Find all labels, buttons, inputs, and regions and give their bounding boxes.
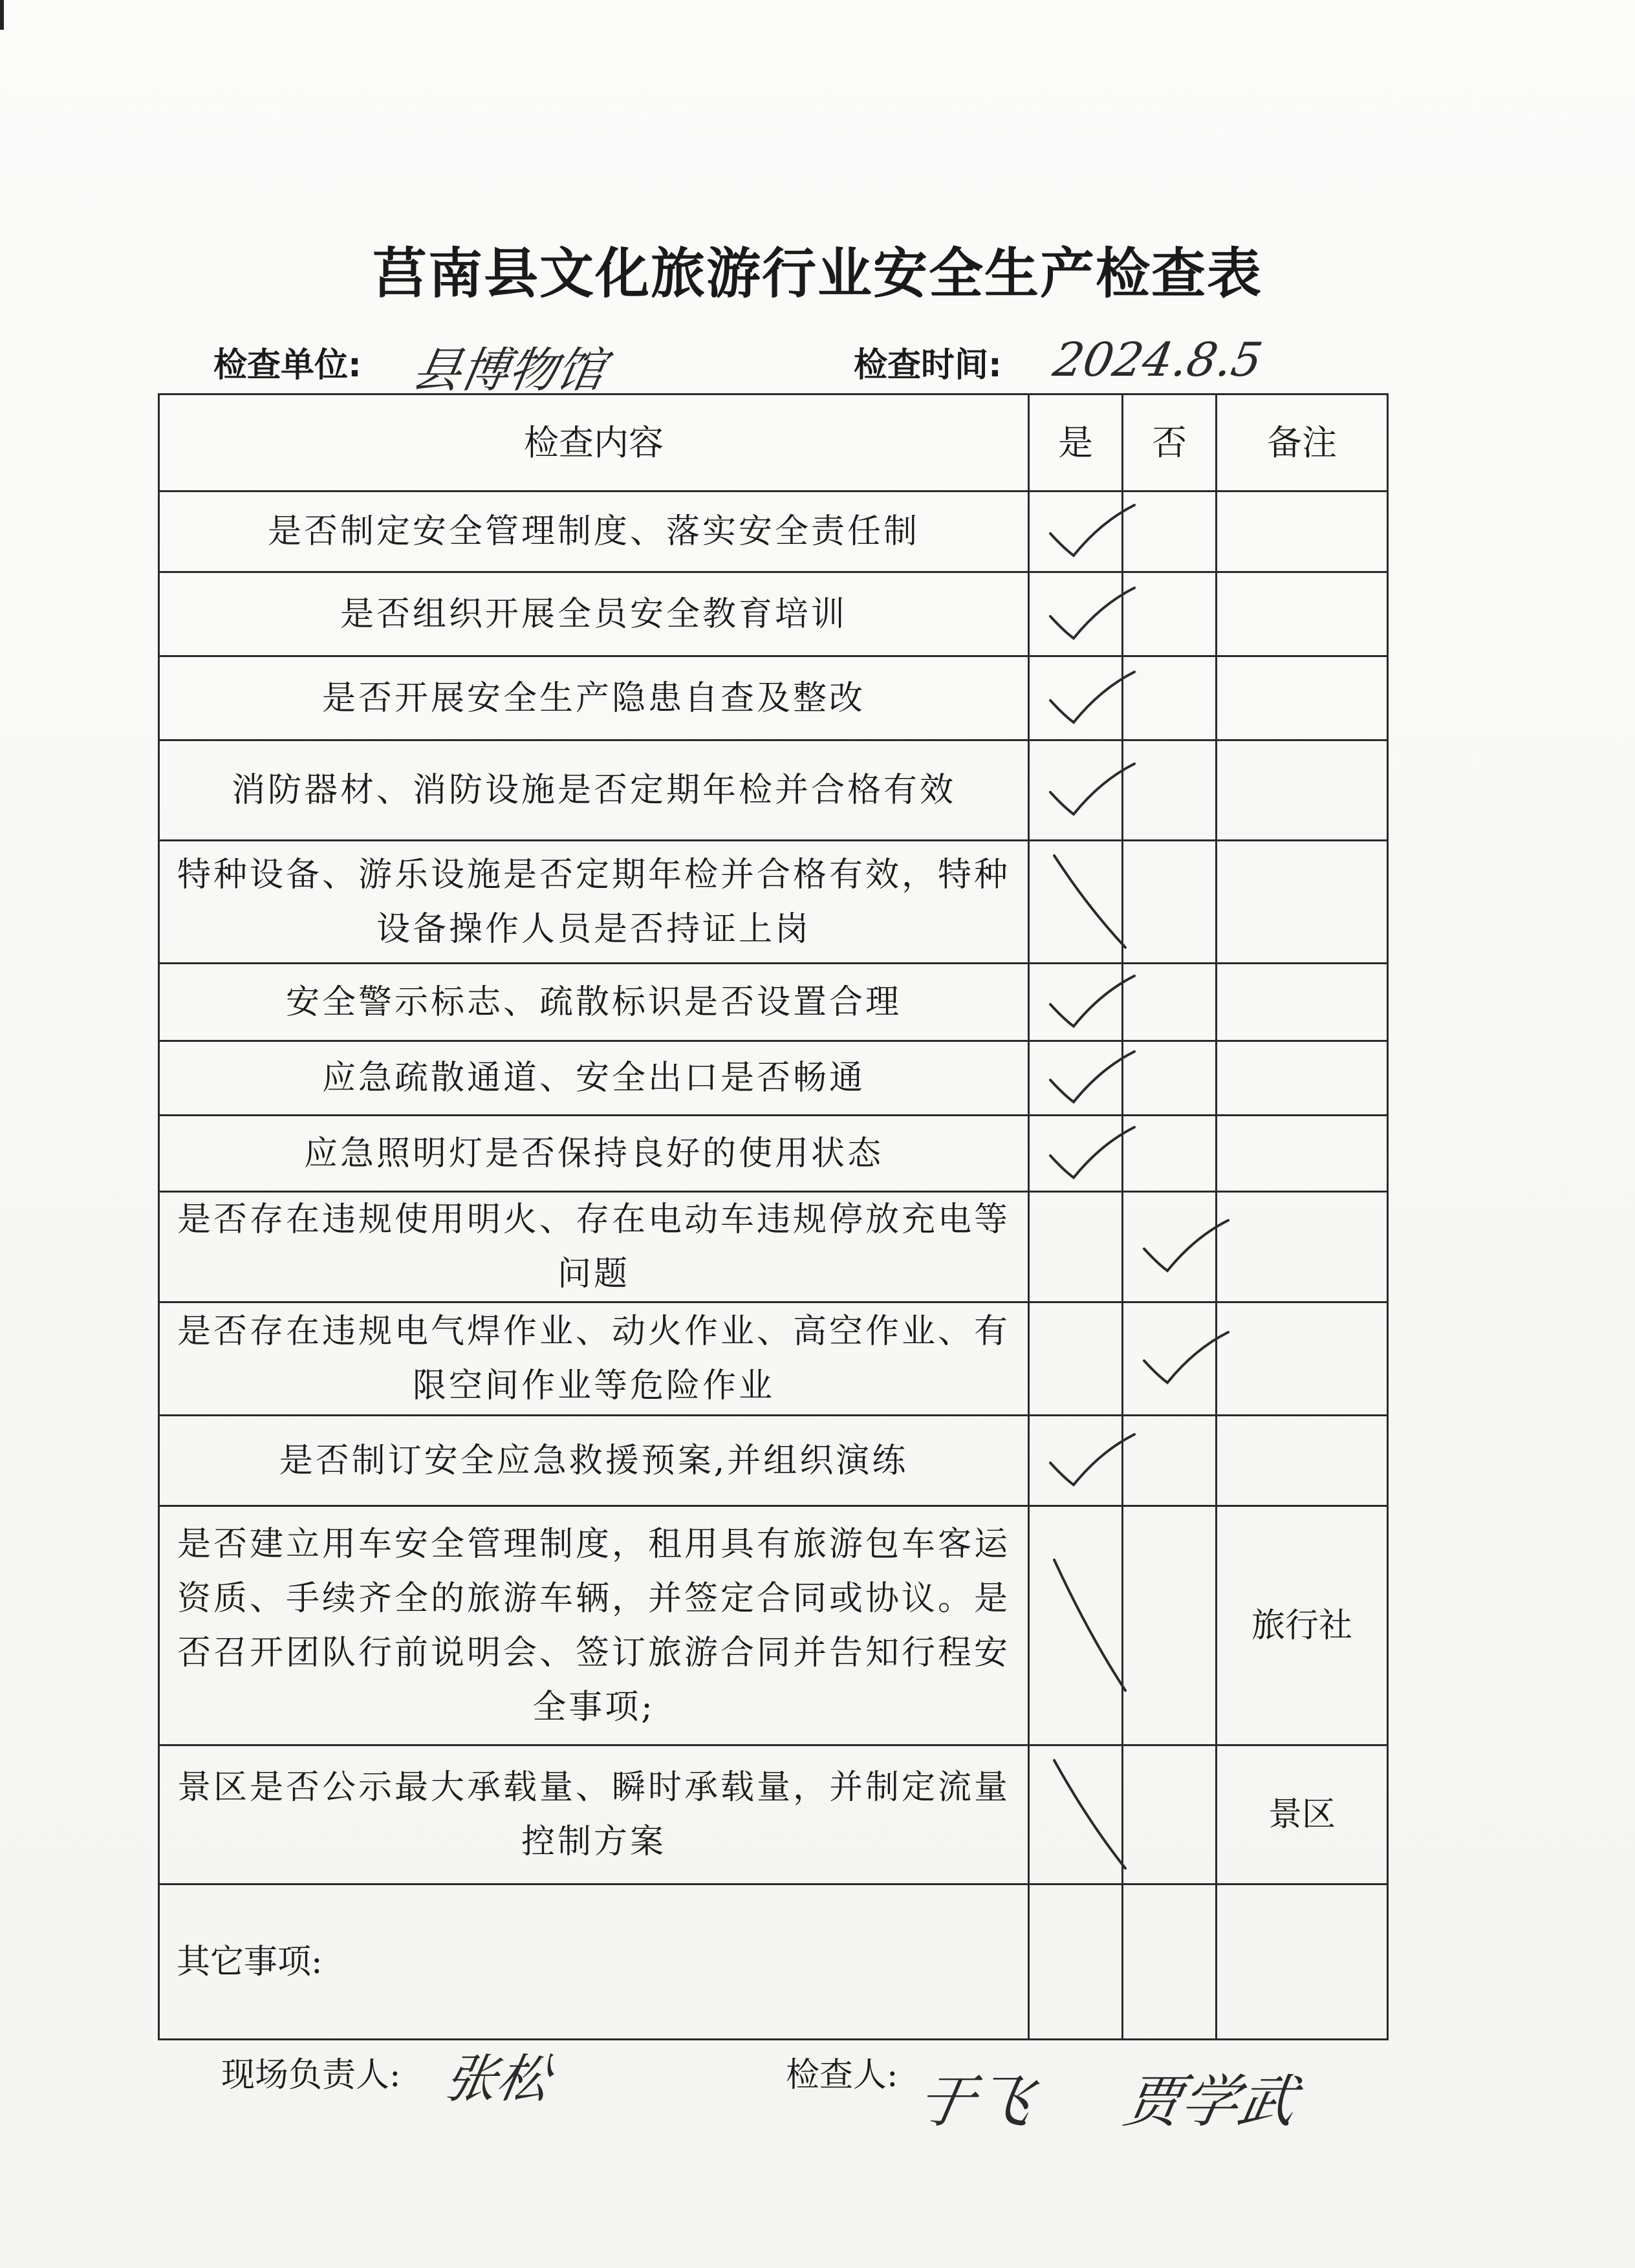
remark-cell	[1217, 841, 1388, 964]
remark-cell	[1217, 1416, 1388, 1506]
item-text: 特种设备、游乐设施是否定期年检并合格有效，特种设备操作人员是否持证上岗	[159, 841, 1029, 964]
yes-cell	[1029, 1745, 1123, 1885]
remark-cell	[1217, 964, 1388, 1041]
no-cell	[1123, 1041, 1217, 1116]
remark-cell	[1217, 1116, 1388, 1192]
item-text: 是否存在违规使用明火、存在电动车违规停放充电等问题	[159, 1192, 1029, 1302]
table-row	[159, 1116, 1388, 1192]
no-cell	[1123, 491, 1217, 572]
slash-mark-icon	[1043, 1555, 1133, 1697]
no-cell	[1123, 841, 1217, 964]
header-no: 否	[1123, 394, 1217, 491]
unit-label: 检查单位:	[213, 346, 362, 385]
yes-cell	[1029, 964, 1123, 1041]
item-text: 是否存在违规电气焊作业、动火作业、高空作业、有限空间作业等危险作业	[159, 1302, 1029, 1416]
no-cell	[1123, 1302, 1217, 1416]
inspector-signature-1: 于飞	[911, 2068, 1037, 2135]
table-row	[159, 964, 1388, 1041]
yes-cell	[1029, 572, 1123, 656]
item-text: 是否组织开展全员安全教育培训	[159, 572, 1029, 656]
no-cell	[1123, 656, 1217, 740]
yes-cell	[1029, 740, 1123, 841]
table-row	[159, 572, 1388, 656]
other-yes-cell	[1029, 1885, 1123, 2040]
yes-cell	[1029, 491, 1123, 572]
remark-cell	[1217, 572, 1388, 656]
remark-cell	[1217, 491, 1388, 572]
remark-cell: 旅行社	[1217, 1506, 1388, 1745]
table-row	[159, 1416, 1388, 1506]
yes-cell	[1029, 1041, 1123, 1116]
item-text: 是否开展安全生产隐患自查及整改	[159, 656, 1029, 740]
item-text: 是否建立用车安全管理制度，租用具有旅游包车客运资质、手续齐全的旅游车辆，并签定合同或协议。是否召开团队行前说明会、签订旅游合同并告知行程安全事项;	[159, 1506, 1029, 1745]
table-row	[159, 1506, 1388, 1745]
item-text: 是否制定安全管理制度、落实安全责任制	[159, 491, 1029, 572]
table-row	[159, 1192, 1388, 1302]
no-cell	[1123, 1506, 1217, 1745]
other-no-cell	[1123, 1885, 1217, 2040]
header-yes: 是	[1029, 394, 1123, 491]
item-text: 应急照明灯是否保持良好的使用状态	[159, 1116, 1029, 1192]
yes-cell	[1029, 1416, 1123, 1506]
yes-cell	[1029, 1116, 1123, 1192]
yes-cell	[1029, 1506, 1123, 1745]
item-text: 应急疏散通道、安全出口是否畅通	[159, 1041, 1029, 1116]
table-row	[159, 1302, 1388, 1416]
item-text: 消防器材、消防设施是否定期年检并合格有效	[159, 740, 1029, 841]
no-cell	[1123, 740, 1217, 841]
slash-mark-icon	[1043, 1755, 1133, 1875]
scan-edge-mark	[0, 0, 4, 30]
time-value-handwritten: 2024.8.5	[1049, 332, 1267, 387]
inspector-signature-2: 贾学武	[1118, 2068, 1301, 2135]
inspection-table	[158, 393, 1389, 2040]
other-matters-cell	[159, 1885, 1029, 2040]
yes-cell	[1029, 1192, 1123, 1302]
time-label: 检查时间:	[854, 346, 1002, 385]
remark-cell	[1217, 740, 1388, 841]
unit-value-handwritten: 县博物馆	[408, 343, 610, 398]
no-cell	[1123, 1192, 1217, 1302]
header-content: 检查内容	[159, 394, 1029, 491]
item-text: 是否制订安全应急救援预案,并组织演练	[159, 1416, 1029, 1506]
table-row	[159, 740, 1388, 841]
table-row	[159, 491, 1388, 572]
yes-cell	[1029, 841, 1123, 964]
yes-cell	[1029, 656, 1123, 740]
no-cell	[1123, 1416, 1217, 1506]
header-remark: 备注	[1217, 394, 1388, 491]
table-row	[159, 656, 1388, 740]
remark-cell	[1217, 1041, 1388, 1116]
slash-mark-icon	[1043, 850, 1133, 954]
table-row	[159, 1745, 1388, 1885]
other-remark-cell	[1217, 1885, 1388, 2040]
remark-cell	[1217, 1192, 1388, 1302]
no-cell	[1123, 1116, 1217, 1192]
item-text: 安全警示标志、疏散标识是否设置合理	[159, 964, 1029, 1041]
table-row	[159, 841, 1388, 964]
remark-cell: 景区	[1217, 1745, 1388, 1885]
form-title: 莒南县文化旅游行业安全生产检查表	[372, 242, 1262, 305]
no-cell	[1123, 964, 1217, 1041]
onsite-leader-label: 现场负责人:	[221, 2056, 401, 2095]
inspector-label: 检查人:	[786, 2056, 898, 2095]
item-text: 景区是否公示最大承载量、瞬时承载量，并制定流量控制方案	[159, 1745, 1029, 1885]
remark-cell	[1217, 1302, 1388, 1416]
remark-cell	[1217, 656, 1388, 740]
yes-cell	[1029, 1302, 1123, 1416]
no-cell	[1123, 1745, 1217, 1885]
table-row	[159, 1041, 1388, 1116]
other-matters-label: 其它事项:	[177, 1942, 323, 1982]
no-cell	[1123, 572, 1217, 656]
onsite-leader-signature: 张松	[440, 2049, 554, 2109]
